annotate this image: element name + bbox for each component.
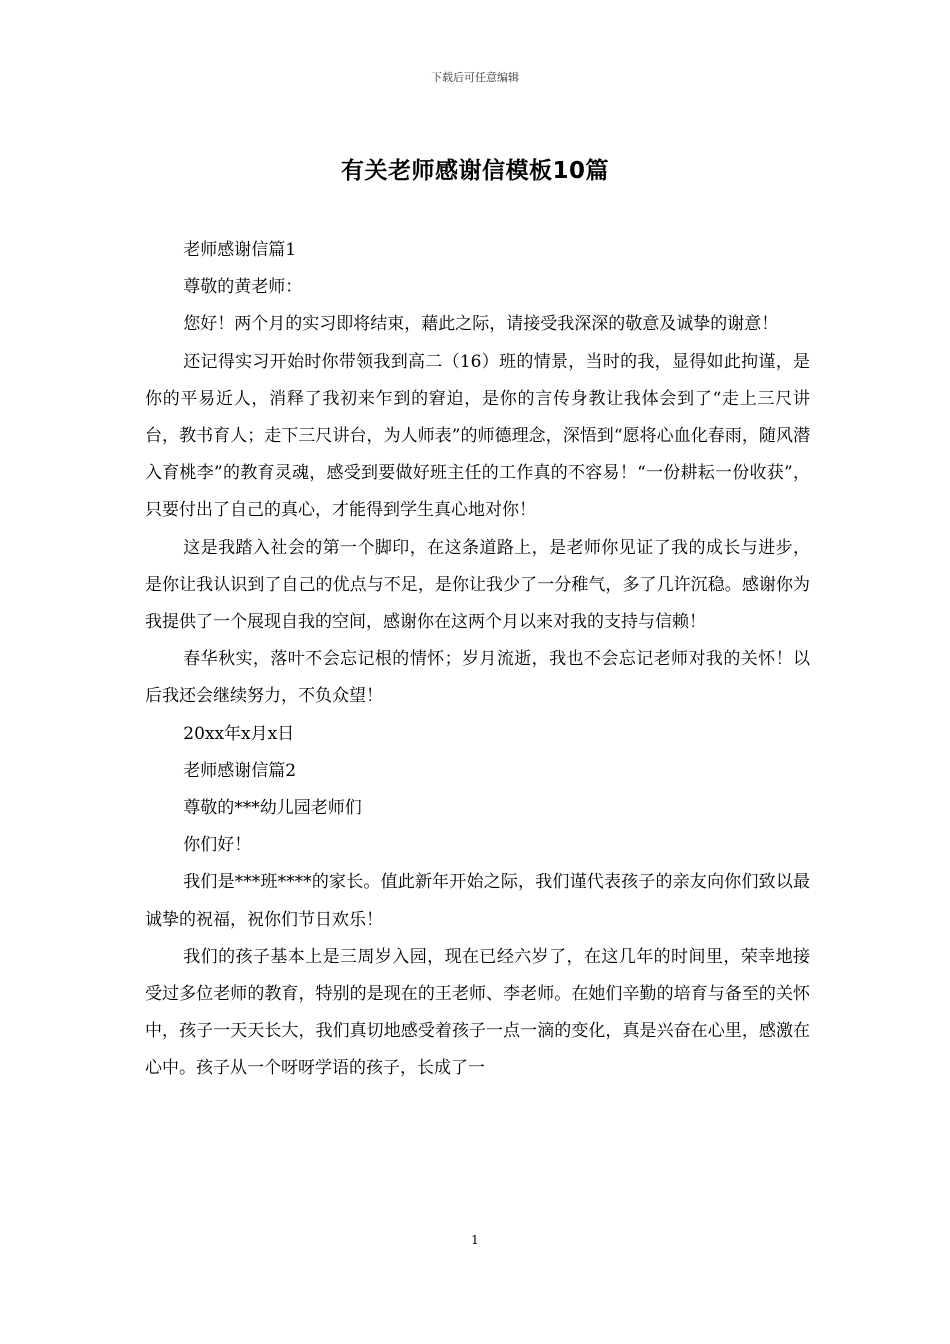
paragraph: 我们是***班****的家长。值此新年开始之际，我们谨代表孩子的亲友向你们致以最诚挚的祝福，祝你们节日欢乐！ bbox=[145, 872, 810, 930]
paragraph: 尊敬的黄老师： bbox=[183, 277, 303, 298]
paragraph: 尊敬的***幼儿园老师们 bbox=[183, 798, 362, 819]
paragraph: 20xx年x月x日 bbox=[183, 723, 295, 744]
document-body bbox=[145, 232, 810, 1088]
paragraph: 您好！两个月的实习即将结束，藉此之际，请接受我深深的敬意及诚挚的谢意！ bbox=[183, 314, 779, 335]
page-number: 1 bbox=[471, 1233, 479, 1247]
paragraph: 这是我踏入社会的第一个脚印，在这条道路上，是老师你见证了我的成长与进步，是你让我认识到了自己的优点与不足，是你让我少了一分稚气，多了几许沉稳。感谢你为我提供了一个展现自我的空间，感谢你在这两个月以来对我的支持与信赖！ bbox=[145, 537, 810, 633]
paragraph: 老师感谢信篇2 bbox=[183, 760, 297, 781]
paragraph: 还记得实习开始时你带领我到高二（16）班的情景，当时的我，显得如此拘谨，是你的平易近人，消释了我初来乍到的窘迫，是你的言传身教让我体会到了“走上三尺讲台，教书育人；走下三尺讲台，为人师表”的师德理念，深悟到“愿将心血化春雨，随风潜入育桃李”的教育灵魂，感受到要做好班主任的工作真的不容易！“一份耕耘一份收获”，只要付出了自己的真心，才能得到学生真心地对你！ bbox=[145, 351, 810, 521]
document-title: 有关老师感谢信模板10篇 bbox=[340, 158, 609, 184]
paragraph: 春华秋实，落叶不会忘记根的情怀；岁月流逝，我也不会忘记老师对我的关怀！以后我还会继续努力，不负众望！ bbox=[145, 649, 810, 707]
paragraph: 我们的孩子基本上是三周岁入园，现在已经六岁了，在这几年的时间里，荣幸地接受过多位老师的教育，特别的是现在的王老师、李老师。在她们辛勤的培育与备至的关怀中，孩子一天天长大，我们真切地感受着孩子一点一滴的变化，真是兴奋在心里，感激在心中。孩子从一个呀呀学语的孩子，长成了一 bbox=[145, 946, 810, 1079]
header-note: 下载后可任意编辑 bbox=[431, 71, 519, 84]
paragraph: 老师感谢信篇1 bbox=[183, 240, 297, 260]
paragraph: 你们好！ bbox=[183, 835, 252, 856]
